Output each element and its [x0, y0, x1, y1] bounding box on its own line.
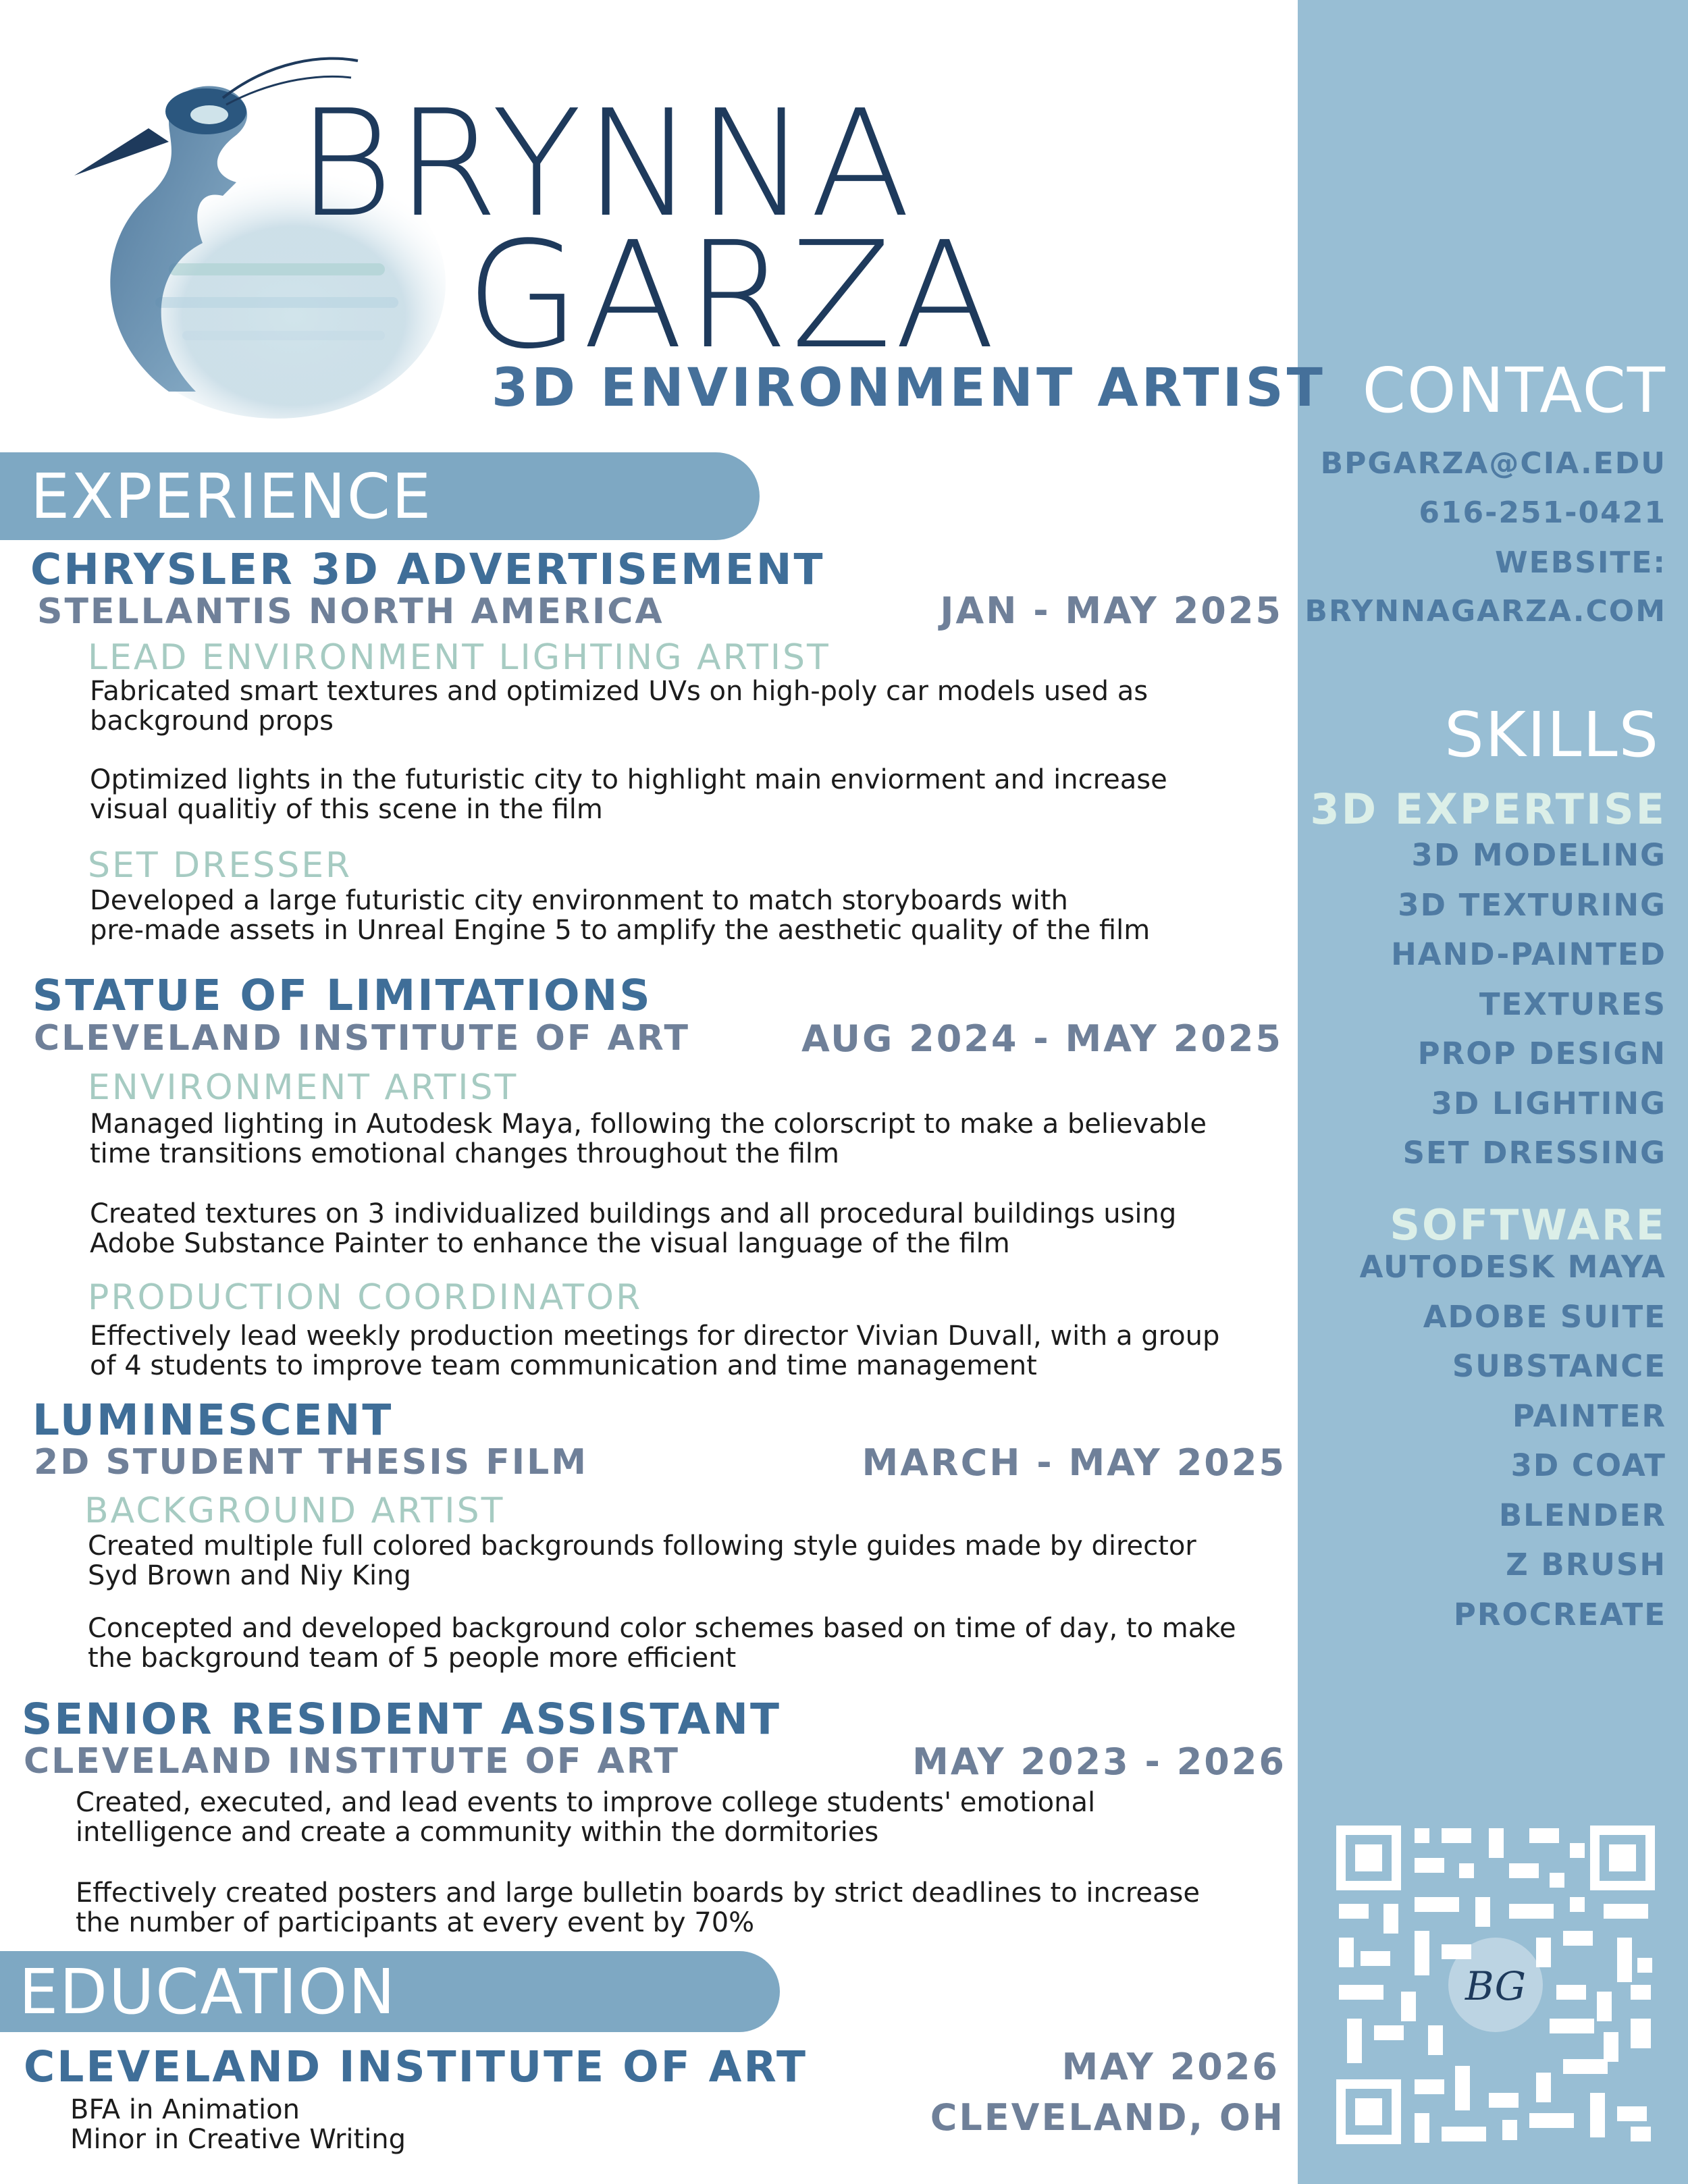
job-organization: STELLANTIS NORTH AMERICA: [37, 591, 664, 632]
job-organization: CLEVELAND INSTITUTE OF ART: [34, 1018, 690, 1059]
job-date: MARCH - MAY 2025: [862, 1441, 1286, 1484]
job-bullet: Fabricated smart textures and optimized UVs on high-poly car models used as background props: [90, 676, 1149, 737]
expertise-heading: 3D EXPERTISE: [1310, 784, 1666, 834]
job-title: CHRYSLER 3D ADVERTISEMENT: [30, 545, 825, 594]
software-item: ADOBE SUITE: [1423, 1298, 1666, 1335]
software-item: 3D COAT: [1510, 1447, 1666, 1483]
experience-heading: EXPERIENCE: [30, 460, 433, 533]
job-role: SET DRESSER: [88, 845, 352, 886]
skill-item: TEXTURES: [1479, 986, 1666, 1022]
qr-code-icon[interactable]: [1334, 1823, 1658, 2147]
skill-item: SET DRESSING: [1402, 1135, 1666, 1171]
software-item: PROCREATE: [1453, 1596, 1666, 1632]
skill-item: 3D LIGHTING: [1431, 1085, 1666, 1121]
job-role: PRODUCTION COORDINATOR: [88, 1277, 643, 1318]
contact-email[interactable]: BPGARZA@CIA.EDU: [1320, 446, 1666, 481]
job-role: BACKGROUND ARTIST: [84, 1491, 505, 1531]
education-date: MAY 2026: [1061, 2046, 1280, 2088]
education-heading: EDUCATION: [19, 1956, 396, 2028]
software-item: PAINTER: [1512, 1397, 1666, 1434]
contact-phone[interactable]: 616-251-0421: [1419, 496, 1666, 530]
job-date: MAY 2023 - 2026: [912, 1740, 1286, 1783]
skill-item: PROP DESIGN: [1417, 1036, 1666, 1071]
job-bullet: Effectively lead weekly production meetings for director Vivian Duvall, with a group of 4 students to improve team communication and time management: [90, 1321, 1220, 1381]
job-date: JAN - MAY 2025: [940, 589, 1283, 632]
job-title: LUMINESCENT: [32, 1395, 394, 1445]
software-item: BLENDER: [1498, 1497, 1666, 1533]
job-organization: 2D STUDENT THESIS FILM: [34, 1442, 588, 1483]
skill-item: 3D TEXTURING: [1398, 886, 1666, 923]
job-role-title: 3D ENVIRONMENT ARTIST: [492, 358, 1326, 419]
contact-website-link[interactable]: BRYNNAGARZA.COM: [1304, 594, 1666, 629]
education-degree: BFA in Animation Minor in Creative Writing: [70, 2094, 406, 2155]
expertise-list: [1391, 830, 1666, 1178]
software-heading: SOFTWARE: [1390, 1200, 1666, 1250]
first-name: BRYNNA: [297, 79, 914, 250]
job-organization: CLEVELAND INSTITUTE OF ART: [24, 1741, 680, 1782]
job-role: LEAD ENVIRONMENT LIGHTING ARTIST: [88, 637, 830, 678]
software-item: Z BRUSH: [1506, 1547, 1666, 1582]
job-bullet: Created multiple full colored backgrounds following style guides made by director Syd Brown and Niy King: [88, 1530, 1196, 1591]
job-bullet: Concepted and developed background color schemes based on time of day, to make the background team of 5 people more efficient: [88, 1613, 1236, 1674]
job-title: STATUE OF LIMITATIONS: [32, 971, 652, 1020]
job-bullet: Optimized lights in the futuristic city to highlight main enviorment and increase visual qualitiy of this scene in the film: [90, 764, 1167, 825]
software-list: [1360, 1242, 1666, 1639]
job-bullet: Developed a large futuristic city environment to match storyboards with pre-made assets in Unreal Engine 5 to amplify the aesthetic quality of the film: [90, 885, 1151, 946]
job-title: SENIOR RESIDENT ASSISTANT: [22, 1695, 781, 1744]
job-date: AUG 2024 - MAY 2025: [801, 1017, 1283, 1060]
last-name: GARZA: [466, 211, 999, 381]
job-bullet: Effectively created posters and large bulletin boards by strict deadlines to increase the number of participants at every event by 70%: [76, 1877, 1200, 1938]
software-item: AUTODESK MAYA: [1359, 1249, 1666, 1285]
job-role: ENVIRONMENT ARTIST: [88, 1067, 519, 1108]
education-school: CLEVELAND INSTITUTE OF ART: [24, 2042, 808, 2092]
skills-heading: SKILLS: [1444, 699, 1660, 771]
job-bullet: Created, executed, and lead events to improve college students' emotional intelligence and create a community within the dormitories: [76, 1787, 1096, 1848]
education-location: CLEVELAND, OH: [930, 2096, 1285, 2139]
skill-item: 3D MODELING: [1411, 837, 1666, 873]
contact-heading: CONTACT: [1362, 354, 1666, 427]
qr-logo-mark: BG: [1465, 1963, 1527, 2009]
contact-website-label: WEBSITE:: [1495, 545, 1666, 580]
skill-item: HAND-PAINTED: [1391, 936, 1666, 972]
job-bullet: Created textures on 3 individualized buildings and all procedural buildings using Adobe Substance Painter to enhance the visual language of the film: [90, 1198, 1177, 1259]
software-item: SUBSTANCE: [1452, 1348, 1666, 1384]
job-bullet: Managed lighting in Autodesk Maya, following the colorscript to make a believable time transitions emotional changes throughout the film: [90, 1109, 1207, 1169]
